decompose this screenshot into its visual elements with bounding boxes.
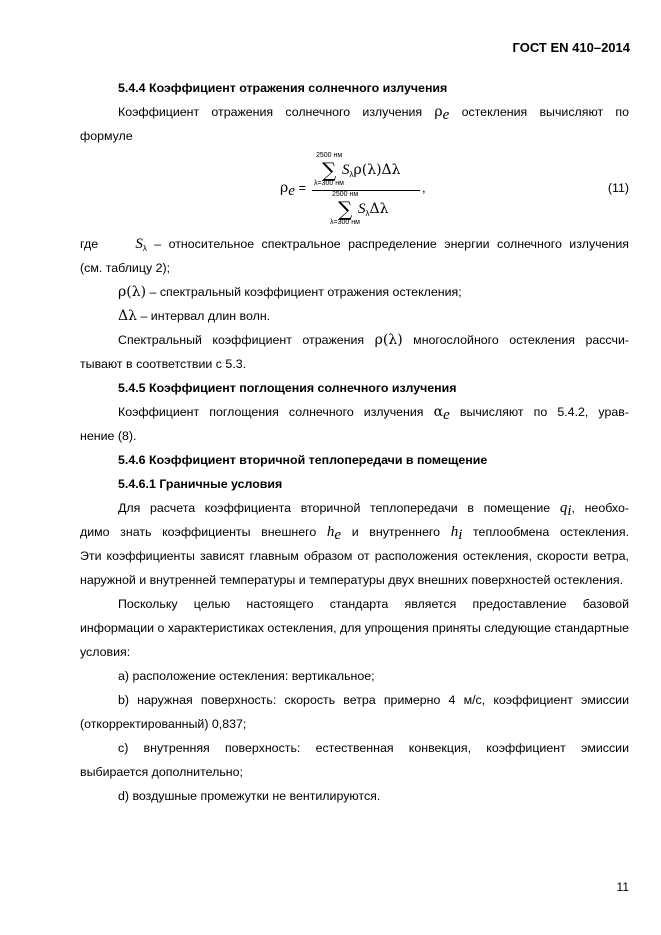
denominator-term xyxy=(358,201,388,217)
paragraph-reflectance-intro xyxy=(80,100,629,124)
symbol-sub: e xyxy=(442,107,450,123)
symbol: α xyxy=(433,404,444,420)
denominator-rest: Δλ xyxy=(369,201,389,217)
text: – относительное спектральное распределение энергии солнечного излучения xyxy=(154,237,629,251)
paragraph-secondary-heat-line1 xyxy=(80,496,629,520)
text: , необхо- xyxy=(571,501,629,515)
paragraph-secondary-heat-rest: Эти коэффициенты зависят главным образом от расположения остекления, скорости ветра, наружной и внутренней температуры и температуры двух внешних поверхностей остекления. xyxy=(80,549,629,587)
list-item-b: b) наружная поверхность: скорость ветра примерно 4 м/с, коэффициент эмиссии (откорректированный) 0,837; xyxy=(80,693,629,731)
hi-symbol: h xyxy=(450,524,459,540)
denominator-sum-lower: λ=300 нм xyxy=(330,219,360,226)
s-sub: λ xyxy=(349,170,354,179)
q-symbol: q xyxy=(559,500,568,516)
text: – интервал длин волн. xyxy=(140,309,271,323)
text: Спектральный коэффициент отражения xyxy=(118,333,365,347)
paragraph-formula-word: формуле xyxy=(80,129,133,143)
numerator-sum-upper: 2500 нм xyxy=(316,152,343,159)
text: Коэффициент отражения солнечного излучения xyxy=(118,105,423,119)
he-symbol: h xyxy=(326,524,335,540)
list-item-a: а) расположение остекления: вертикальное; xyxy=(118,669,375,683)
paragraph-absorptance-cont: нение (8). xyxy=(80,429,137,443)
paragraph-secondary-heat-line2 xyxy=(80,520,629,544)
delta-lambda-symbol: Δλ xyxy=(118,308,137,324)
text: теплообмена остекления. xyxy=(473,525,630,539)
lhs-sub: e xyxy=(288,183,295,199)
page-number: 11 xyxy=(616,880,629,894)
standard-header: ГОСТ EN 410–2014 xyxy=(512,40,630,55)
definition-s-lambda xyxy=(80,232,629,256)
paragraph-absorptance xyxy=(80,400,629,424)
s-symbol: S xyxy=(358,201,366,217)
section-title-5-4-6: 5.4.6 Коэффициент вторичной теплопередачи в помещение xyxy=(118,453,488,467)
where-word: где xyxy=(80,237,99,251)
rho-e-symbol xyxy=(434,104,450,123)
text: вычисляют по 5.4.2, урав- xyxy=(459,405,629,419)
text: димо знать коэффициенты внешнего xyxy=(80,525,317,539)
symbol: ρ xyxy=(434,104,443,120)
lhs-symbol: ρ xyxy=(280,180,289,196)
denominator-sigma-icon: ∑ xyxy=(338,197,353,221)
formula-fraction xyxy=(312,152,420,229)
formula-denominator xyxy=(312,193,420,229)
he-sub: e xyxy=(334,527,342,543)
section-title-5-4-5: 5.4.5 Коэффициент поглощения солнечного излучения xyxy=(118,381,457,395)
equals-sign: = xyxy=(298,180,307,195)
definition-delta-lambda xyxy=(80,304,629,328)
fraction-line xyxy=(312,190,420,191)
hi-sub: i xyxy=(458,527,463,543)
paragraph-standard-conditions: Поскольку целью настоящего стандарта является предоставление базовой информации о характеристиках остекления, для упрощения приняты следующие стандартные условия: xyxy=(80,597,629,659)
formula-11 xyxy=(80,148,629,232)
paragraph-spectral-cont: тывают в соответствии с 5.3. xyxy=(80,357,247,371)
formula-numerator xyxy=(312,152,420,188)
q-sub: i xyxy=(567,503,572,519)
numerator-sum-lower: λ=300 нм xyxy=(314,180,344,187)
s-sub: λ xyxy=(365,209,370,218)
s-symbol: S xyxy=(135,236,143,252)
alpha-e-symbol xyxy=(433,404,450,423)
text: Коэффициент поглощения солнечного излучения xyxy=(118,405,424,419)
s-symbol: S xyxy=(342,162,350,178)
list-item-c: c) внутренняя поверхность: естественная конвекция, коэффициент эмиссии выбирается дополнительно; xyxy=(80,741,629,779)
text: остекления вычисляют по xyxy=(461,105,629,119)
list-item-d: d) воздушные промежутки не вентилируются. xyxy=(118,789,381,803)
numerator-term xyxy=(342,162,401,178)
s-sub: λ xyxy=(142,244,147,253)
paragraph-spectral xyxy=(80,328,629,352)
text: и внутреннего xyxy=(351,525,441,539)
denominator-sum-upper: 2500 нм xyxy=(332,191,359,198)
text: Для расчета коэффициента вторичной теплопередачи в помещение xyxy=(118,501,551,515)
text: – спектральный коэффициент отражения остекления; xyxy=(149,285,462,299)
formula-number: (11) xyxy=(607,181,629,195)
symbol-sub: e xyxy=(443,407,450,423)
rho-lambda-symbol: ρ(λ) xyxy=(374,332,403,348)
document-body xyxy=(80,76,629,808)
rho-lambda-symbol: ρ(λ) xyxy=(118,284,147,300)
text: многослойного остекления рассчи- xyxy=(413,333,629,347)
definition-rho-lambda xyxy=(80,280,629,304)
section-title-5-4-4: 5.4.4 Коэффициент отражения солнечного излучения xyxy=(118,81,448,95)
numerator-sigma-icon: ∑ xyxy=(322,158,337,182)
formula-comma: , xyxy=(422,180,426,195)
definition-s-lambda-cont: (см. таблицу 2); xyxy=(80,261,171,275)
formula-lhs xyxy=(280,176,306,200)
numerator-rest: ρ(λ)Δλ xyxy=(353,162,401,178)
section-title-5-4-6-1: 5.4.6.1 Граничные условия xyxy=(118,477,283,491)
